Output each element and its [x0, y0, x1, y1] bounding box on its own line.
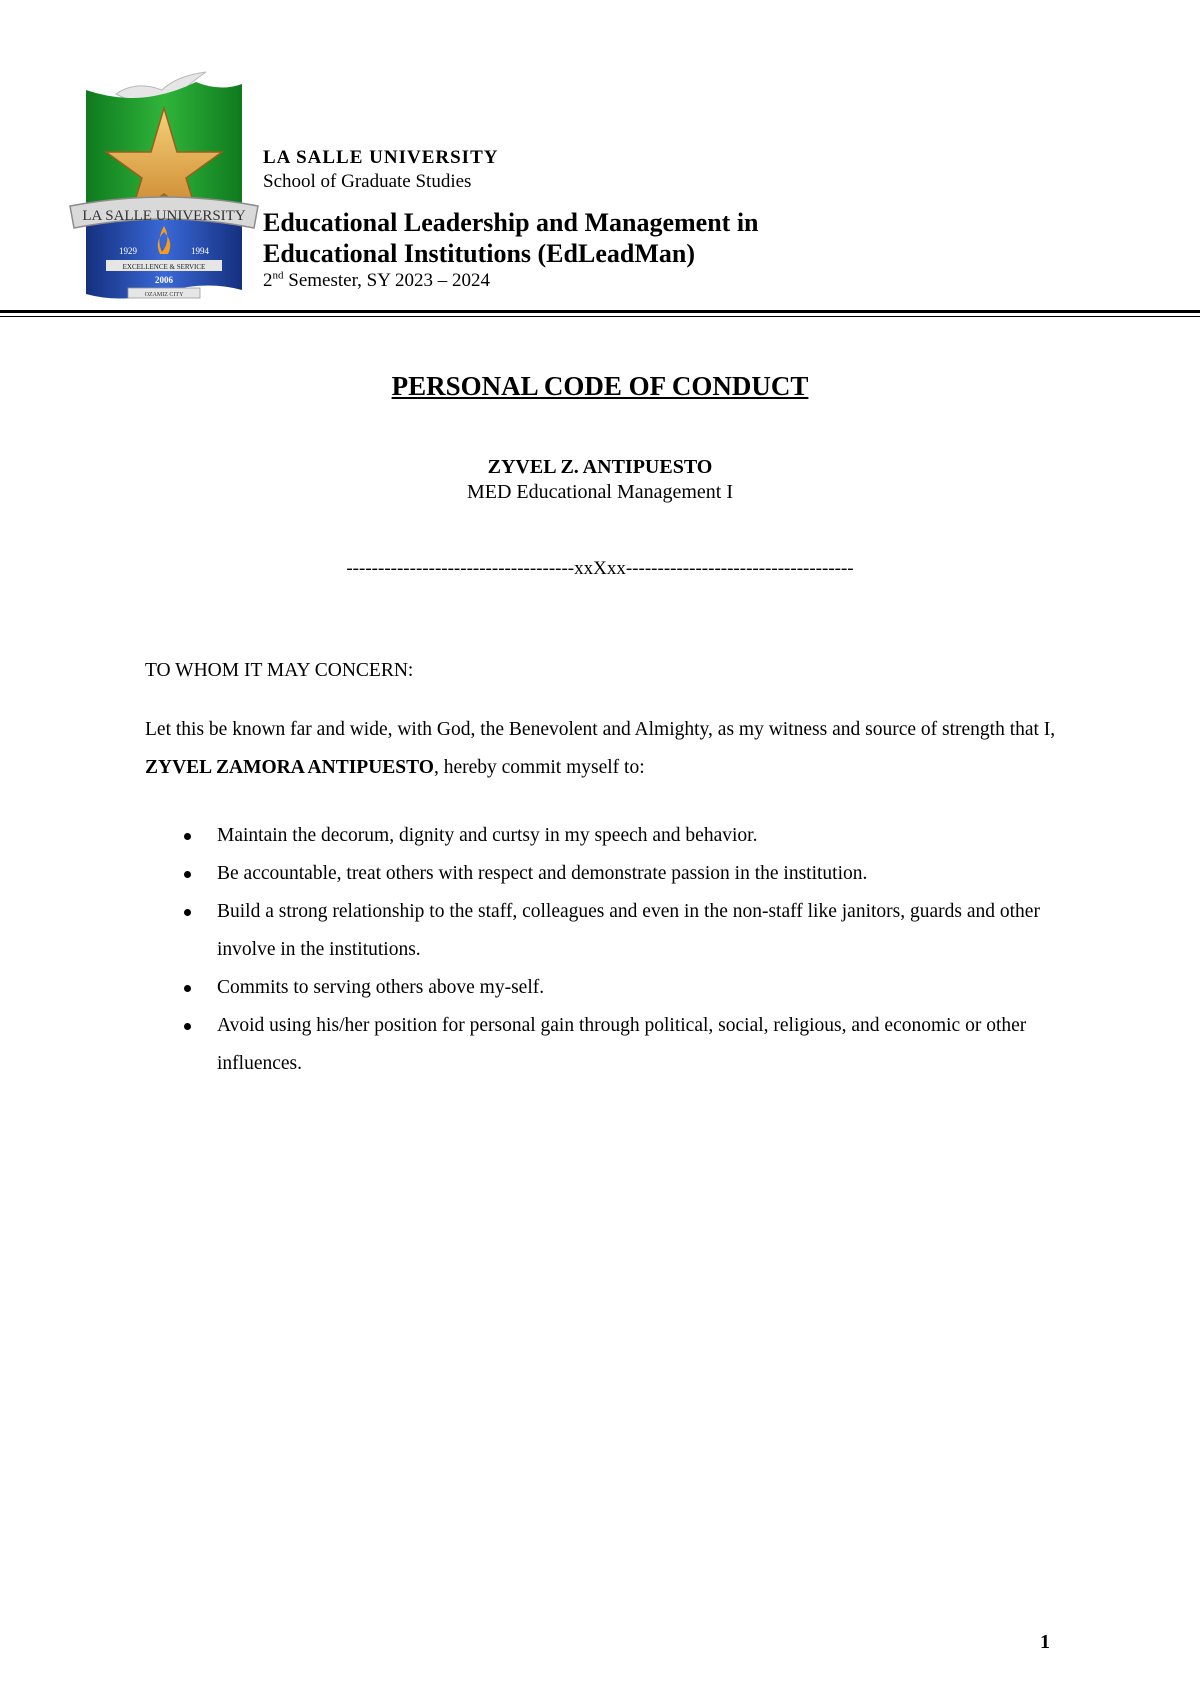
intro-text-start: Let this be known far and wide, with God, the Benevolent and Almighty, as my witness and source of strength that I, [145, 719, 1056, 740]
intro-full-name: ZYVEL ZAMORA ANTIPUESTO [145, 757, 434, 778]
semester-line [263, 269, 963, 293]
author-block [0, 455, 1200, 505]
semester-text: Semester, SY 2023 – 2024 [283, 270, 490, 291]
university-name: LA SALLE UNIVERSITY [263, 147, 499, 168]
program-title-line-1: Educational Leadership and Management in [263, 208, 759, 237]
logo-year-left: 1929 [119, 246, 137, 256]
semester-ordinal: 2 [263, 270, 273, 291]
logo-city: OZAMIZ CITY [144, 292, 184, 298]
school-name: School of Graduate Studies [263, 171, 472, 192]
header-rule-thin [0, 316, 1200, 317]
salutation: TO WHOM IT MAY CONCERN: [145, 660, 414, 681]
author-program: MED Educational Management I [466, 481, 734, 503]
section-divider: ------------------------------------xxXxx------------------------------------ [346, 558, 854, 579]
commitment-item: Build a strong relationship to the staff, colleagues and even in the non-staff like janitors, guards and other involve in the institutions. [145, 893, 1065, 969]
document-title: PERSONAL CODE OF CONDUCT [391, 371, 809, 401]
program-title-line-2: Educational Institutions (EdLeadMan) [263, 239, 695, 268]
commitment-item: Avoid using his/her position for personal gain through political, social, religious, and economic or other influences. [145, 1007, 1065, 1083]
commitment-item: Be accountable, treat others with respect and demonstrate passion in the institution. [145, 855, 1065, 893]
letter-body [145, 656, 1065, 1083]
header-rule-thick [0, 310, 1200, 313]
letterhead [263, 146, 963, 293]
logo-year-bottom: 2006 [155, 275, 173, 285]
intro-text-end: , hereby commit myself to: [433, 757, 645, 778]
logo-banner-text: LA SALLE UNIVERSITY [82, 208, 246, 224]
university-logo [66, 70, 262, 310]
intro-paragraph [145, 711, 1065, 787]
page-number: 1 [1040, 1631, 1050, 1653]
program-title [263, 207, 963, 269]
commitment-item: Commits to serving others above my-self. [145, 969, 1065, 1007]
commitment-list [145, 817, 1065, 1083]
commitment-item: Maintain the decorum, dignity and curtsy in my speech and behavior. [145, 817, 1065, 855]
logo-motto: EXCELLENCE & SERVICE [122, 263, 206, 271]
logo-year-right: 1994 [191, 246, 209, 256]
semester-ordinal-suffix: nd [272, 269, 284, 282]
author-name: ZYVEL Z. ANTIPUESTO [487, 456, 713, 478]
